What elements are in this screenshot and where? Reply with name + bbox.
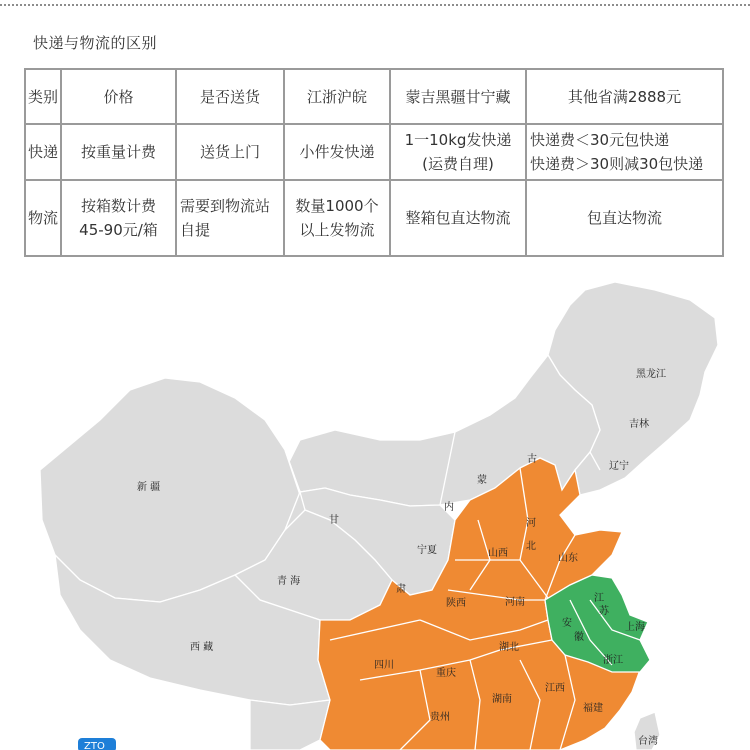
province-label-sichuan: 四川: [374, 660, 394, 671]
row-express-category: 快递: [25, 124, 61, 180]
province-label-shanghai: 上海: [625, 622, 645, 633]
row-express-other-line1: 快递费＜30元包快递: [530, 131, 670, 149]
row-logistics-price-line2: 45-90元/箱: [79, 221, 158, 239]
table-header-row: [25, 69, 723, 124]
province-label-jiangsu-su: 苏: [599, 606, 609, 617]
province-label-gansu-gan: 甘: [329, 515, 339, 526]
header-price: 价格: [61, 69, 176, 124]
row-express-other-line2: 快递费＞30则减30包快递: [530, 155, 704, 173]
china-map-svg: [0, 270, 750, 750]
row-logistics-jzhw-line1: 数量1000个: [295, 197, 379, 215]
row-express-other: [526, 124, 723, 180]
province-label-fujian: 福建: [583, 703, 603, 714]
row-logistics-delivery: [176, 180, 284, 256]
province-label-heilongjiang: 黑龙江: [636, 369, 666, 380]
region-yunnan: [250, 700, 330, 750]
province-label-jiangsu-jiang: 江: [594, 593, 604, 604]
row-express-price: 按重量计费: [61, 124, 176, 180]
comparison-table: [24, 68, 724, 257]
province-label-hebei-bei: 北: [526, 541, 536, 552]
province-label-gansu-su: 肃: [396, 584, 406, 595]
province-label-henan: 河南: [505, 597, 525, 608]
row-logistics-delivery-line1: 需要到物流站: [180, 197, 271, 215]
province-label-shandong: 山东: [558, 553, 578, 564]
row-express-remote-line2: (运费自理): [422, 155, 494, 173]
header-remote: 蒙吉黑疆甘宁藏: [390, 69, 526, 124]
header-jzhw: 江浙沪皖: [284, 69, 390, 124]
province-label-neimeng-gu: 古: [527, 454, 537, 465]
province-label-hebei-he: 河: [526, 518, 536, 529]
header-category: 类别: [25, 69, 61, 124]
row-express-jzhw: 小件发快递: [284, 124, 390, 180]
province-label-shaanxi: 陕西: [446, 598, 466, 609]
province-label-neimeng-meng: 蒙: [477, 475, 487, 486]
row-logistics-delivery-line2: 自提: [180, 221, 211, 239]
header-delivery: 是否送货: [176, 69, 284, 124]
table-row-logistics: [25, 180, 723, 256]
row-logistics-other: 包直达物流: [526, 180, 723, 256]
province-label-hunan: 湖南: [492, 694, 512, 705]
row-logistics-remote: 整箱包直达物流: [390, 180, 526, 256]
province-label-hubei: 湖北: [499, 642, 519, 653]
province-label-xinjiang: 新 疆: [137, 482, 161, 493]
row-express-delivery: 送货上门: [176, 124, 284, 180]
province-label-zhejiang: 浙江: [603, 655, 623, 666]
row-logistics-jzhw: [284, 180, 390, 256]
province-label-chongqing: 重庆: [436, 668, 456, 679]
row-logistics-price-line1: 按箱数计费: [80, 197, 156, 215]
row-logistics-jzhw-line2: 以上发物流: [299, 221, 375, 239]
province-label-anhui-an: 安: [562, 618, 572, 629]
row-logistics-category: 物流: [25, 180, 61, 256]
row-logistics-price: [61, 180, 176, 256]
row-express-remote: [390, 124, 526, 180]
province-label-taiwan: 台湾: [638, 736, 658, 747]
top-dotted-divider: [0, 4, 750, 6]
province-label-jiangxi: 江西: [545, 683, 565, 694]
province-label-ningxia: 宁夏: [417, 545, 437, 556]
province-label-liaoning: 辽宁: [609, 461, 629, 472]
province-label-shanxi: 山西: [488, 548, 508, 559]
bottom-badge-icon: [78, 738, 116, 750]
china-map: [0, 270, 750, 750]
province-label-anhui-hui: 徽: [574, 632, 584, 643]
svg-text:ZTO: ZTO: [84, 741, 105, 750]
province-label-qinghai: 青 海: [277, 576, 301, 587]
province-label-neimeng-nei: 内: [444, 502, 454, 513]
header-other: 其他省满2888元: [526, 69, 723, 124]
province-label-xizang: 西 藏: [190, 642, 214, 653]
page-heading: 快递与物流的区别: [33, 34, 158, 52]
province-label-guizhou: 贵州: [430, 712, 450, 723]
row-express-remote-line1: 1一10kg发快递: [404, 131, 512, 149]
province-label-jilin: 吉林: [629, 419, 649, 430]
table-row-express: [25, 124, 723, 180]
